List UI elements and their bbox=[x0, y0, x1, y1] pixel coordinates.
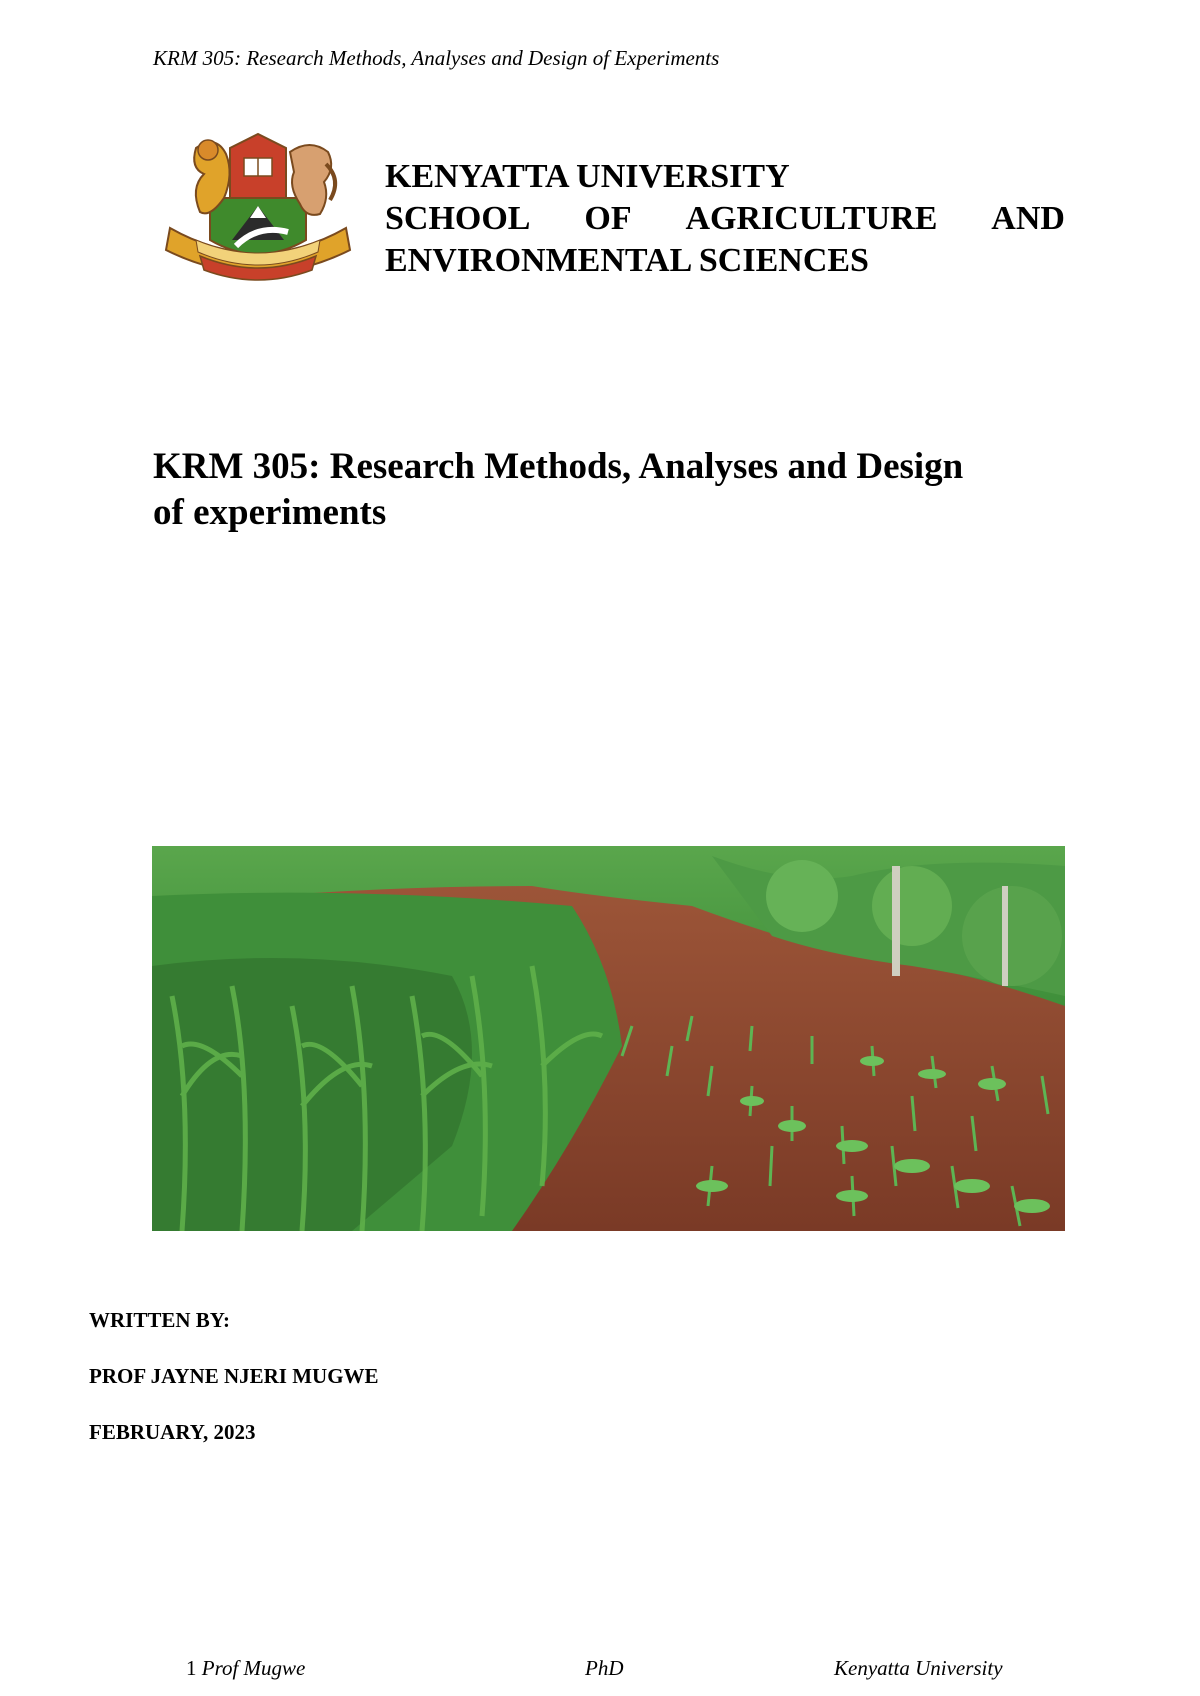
title-line: of experiments bbox=[153, 492, 387, 533]
school-word: OF bbox=[584, 200, 632, 237]
footer-center: PhD bbox=[585, 1656, 624, 1680]
school-word: AND bbox=[991, 200, 1065, 237]
institution-heading bbox=[385, 156, 1065, 282]
school-word: AGRICULTURE bbox=[685, 200, 938, 237]
crest-icon bbox=[160, 128, 356, 290]
running-header: KRM 305: Research Methods, Analyses and Design of Experiments bbox=[153, 46, 720, 70]
maize-field-photo-icon bbox=[152, 846, 1065, 1231]
footer-author: Prof Mugwe bbox=[201, 1656, 306, 1680]
footer-left bbox=[186, 1656, 305, 1681]
school-name-line-2: ENVIRONMENTAL SCIENCES bbox=[385, 242, 869, 279]
written-by-label: WRITTEN BY: bbox=[89, 1308, 231, 1332]
author-name: PROF JAYNE NJERI MUGWE bbox=[89, 1364, 379, 1388]
footer-right: Kenyatta University bbox=[834, 1656, 1003, 1680]
publication-date: FEBRUARY, 2023 bbox=[89, 1420, 256, 1444]
university-crest-logo bbox=[160, 128, 356, 290]
university-name: KENYATTA UNIVERSITY bbox=[385, 158, 790, 195]
document-title bbox=[153, 444, 1073, 536]
cover-photo bbox=[152, 846, 1065, 1231]
school-name-line bbox=[385, 198, 1065, 240]
title-line: KRM 305: Research Methods, Analyses and Design bbox=[153, 446, 964, 487]
page-number: 1 bbox=[186, 1656, 197, 1680]
school-word: SCHOOL bbox=[385, 200, 531, 237]
